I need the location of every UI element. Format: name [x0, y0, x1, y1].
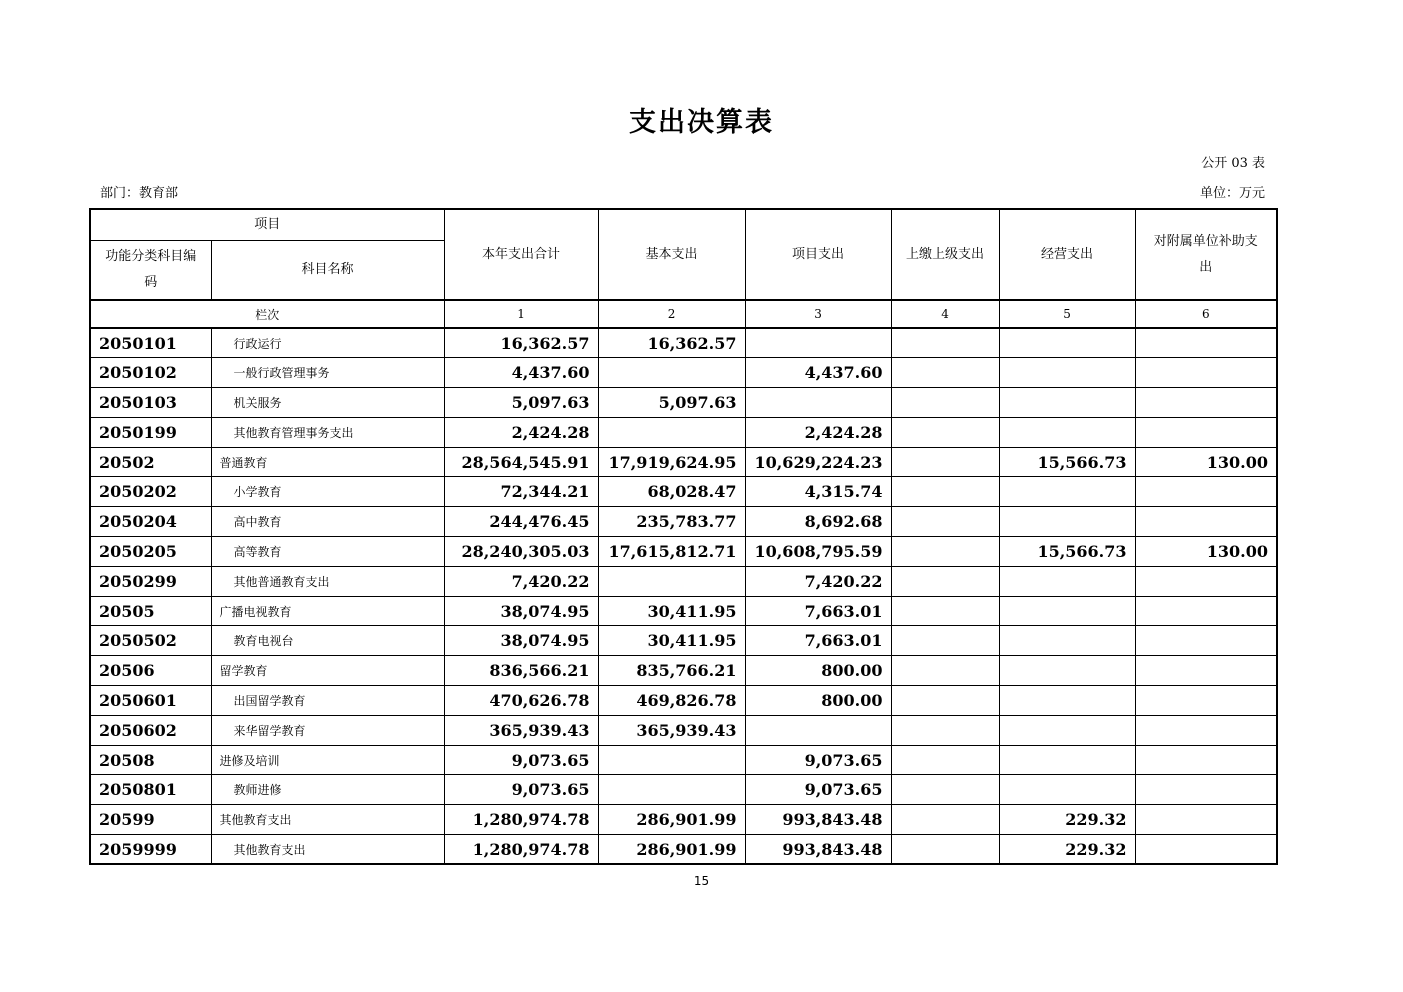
row-value — [891, 388, 999, 418]
column-index: 6 — [1135, 300, 1277, 328]
row-value: 28,564,545.91 — [444, 447, 598, 477]
row-value — [745, 388, 891, 418]
column-index: 2 — [598, 300, 745, 328]
row-value — [891, 328, 999, 358]
row-subject-name: 行政运行 — [211, 328, 444, 358]
row-code: 2050602 — [90, 715, 211, 745]
row-value — [999, 715, 1135, 745]
row-value: 9,073.65 — [745, 745, 891, 775]
row-value: 72,344.21 — [444, 477, 598, 507]
table-row — [90, 388, 1277, 418]
row-value — [891, 507, 999, 537]
row-value: 286,901.99 — [598, 835, 745, 865]
table-row — [90, 715, 1277, 745]
row-code: 2050205 — [90, 537, 211, 567]
row-value — [1135, 388, 1277, 418]
table-row — [90, 417, 1277, 447]
row-value: 10,608,795.59 — [745, 537, 891, 567]
row-value — [891, 447, 999, 477]
row-code: 2050103 — [90, 388, 211, 418]
row-value: 7,420.22 — [745, 566, 891, 596]
row-value — [999, 656, 1135, 686]
row-value — [999, 566, 1135, 596]
row-value — [891, 566, 999, 596]
row-subject-name: 小学教育 — [211, 477, 444, 507]
row-value — [891, 626, 999, 656]
row-value — [891, 835, 999, 865]
row-value — [999, 596, 1135, 626]
row-subject-name: 其他普通教育支出 — [211, 566, 444, 596]
row-value — [999, 626, 1135, 656]
row-value — [1135, 656, 1277, 686]
row-value: 470,626.78 — [444, 686, 598, 716]
row-value: 9,073.65 — [444, 745, 598, 775]
row-value: 5,097.63 — [598, 388, 745, 418]
table-row — [90, 507, 1277, 537]
row-value — [1135, 566, 1277, 596]
row-value — [999, 358, 1135, 388]
table-row — [90, 596, 1277, 626]
row-value — [999, 477, 1135, 507]
row-value — [745, 328, 891, 358]
row-subject-name: 出国留学教育 — [211, 686, 444, 716]
row-value — [999, 388, 1135, 418]
row-value: 229.32 — [999, 805, 1135, 835]
row-value — [745, 715, 891, 745]
row-value: 7,663.01 — [745, 596, 891, 626]
row-value — [891, 686, 999, 716]
row-value: 16,362.57 — [444, 328, 598, 358]
department-label: 部门：教育部 — [100, 186, 179, 201]
row-value: 365,939.43 — [598, 715, 745, 745]
column-index: 1 — [444, 300, 598, 328]
row-value — [1135, 596, 1277, 626]
row-value: 235,783.77 — [598, 507, 745, 537]
row-subject-name: 其他教育管理事务支出 — [211, 417, 444, 447]
row-value — [891, 537, 999, 567]
header-subsidiary: 对附属单位补助支出 — [1135, 209, 1277, 300]
row-value: 16,362.57 — [598, 328, 745, 358]
header-upper: 上缴上级支出 — [891, 209, 999, 300]
row-value: 4,437.60 — [444, 358, 598, 388]
table-row — [90, 626, 1277, 656]
row-value: 286,901.99 — [598, 805, 745, 835]
row-value — [1135, 477, 1277, 507]
row-value — [891, 805, 999, 835]
row-value: 7,420.22 — [444, 566, 598, 596]
row-value: 229.32 — [999, 835, 1135, 865]
row-code: 2050102 — [90, 358, 211, 388]
row-value: 365,939.43 — [444, 715, 598, 745]
page-number: 15 — [693, 874, 710, 888]
row-value — [1135, 745, 1277, 775]
row-value: 5,097.63 — [444, 388, 598, 418]
row-subject-name: 一般行政管理事务 — [211, 358, 444, 388]
header-business: 经营支出 — [999, 209, 1135, 300]
column-index: 4 — [891, 300, 999, 328]
row-value: 38,074.95 — [444, 626, 598, 656]
row-code: 2050204 — [90, 507, 211, 537]
row-value — [1135, 507, 1277, 537]
page-title: 支出决算表 — [629, 107, 774, 138]
row-value — [1135, 835, 1277, 865]
table-row — [90, 328, 1277, 358]
column-index: 5 — [999, 300, 1135, 328]
row-code: 2059999 — [90, 835, 211, 865]
row-value: 30,411.95 — [598, 626, 745, 656]
row-value — [1135, 358, 1277, 388]
row-code: 2050502 — [90, 626, 211, 656]
header-project: 项目 — [90, 209, 444, 240]
row-value — [1135, 686, 1277, 716]
row-subject-name: 普通教育 — [211, 447, 444, 477]
row-code: 2050101 — [90, 328, 211, 358]
row-value — [1135, 715, 1277, 745]
row-value: 993,843.48 — [745, 805, 891, 835]
row-value: 4,315.74 — [745, 477, 891, 507]
row-subject-name: 留学教育 — [211, 656, 444, 686]
row-code: 2050199 — [90, 417, 211, 447]
row-value: 2,424.28 — [745, 417, 891, 447]
row-value: 9,073.65 — [745, 775, 891, 805]
row-subject-name: 其他教育支出 — [211, 805, 444, 835]
row-subject-name: 其他教育支出 — [211, 835, 444, 865]
row-value: 1,280,974.78 — [444, 805, 598, 835]
row-value — [891, 745, 999, 775]
row-subject-name: 机关服务 — [211, 388, 444, 418]
row-value: 1,280,974.78 — [444, 835, 598, 865]
table-row — [90, 686, 1277, 716]
column-index-label: 栏次 — [90, 300, 444, 328]
row-subject-name: 高等教育 — [211, 537, 444, 567]
form-number: 公开 03 表 — [1201, 156, 1265, 171]
row-value: 10,629,224.23 — [745, 447, 891, 477]
expenditure-table — [89, 208, 1278, 865]
table-row — [90, 477, 1277, 507]
row-value: 30,411.95 — [598, 596, 745, 626]
row-value: 17,615,812.71 — [598, 537, 745, 567]
row-value — [598, 745, 745, 775]
column-index: 3 — [745, 300, 891, 328]
row-value — [598, 417, 745, 447]
row-value — [999, 328, 1135, 358]
header-basic: 基本支出 — [598, 209, 745, 300]
row-value — [598, 566, 745, 596]
row-value: 130.00 — [1135, 447, 1277, 477]
table-row — [90, 745, 1277, 775]
row-value — [1135, 805, 1277, 835]
row-value: 15,566.73 — [999, 537, 1135, 567]
row-value — [891, 596, 999, 626]
row-value: 130.00 — [1135, 537, 1277, 567]
row-code: 2050299 — [90, 566, 211, 596]
row-value — [999, 507, 1135, 537]
row-value — [891, 656, 999, 686]
table-row — [90, 537, 1277, 567]
row-value: 9,073.65 — [444, 775, 598, 805]
row-value: 800.00 — [745, 686, 891, 716]
header-function-code: 功能分类科目编码 — [90, 240, 211, 300]
row-value: 469,826.78 — [598, 686, 745, 716]
row-value — [891, 775, 999, 805]
row-value: 7,663.01 — [745, 626, 891, 656]
row-value: 2,424.28 — [444, 417, 598, 447]
row-subject-name: 教育电视台 — [211, 626, 444, 656]
row-value — [891, 417, 999, 447]
row-code: 20508 — [90, 745, 211, 775]
row-value — [999, 775, 1135, 805]
row-value — [891, 358, 999, 388]
row-value — [1135, 626, 1277, 656]
row-value: 8,692.68 — [745, 507, 891, 537]
table-row — [90, 656, 1277, 686]
table-row — [90, 358, 1277, 388]
row-value — [999, 417, 1135, 447]
row-value: 993,843.48 — [745, 835, 891, 865]
row-value — [999, 686, 1135, 716]
header-project-expenditure: 项目支出 — [745, 209, 891, 300]
table-row — [90, 805, 1277, 835]
row-value: 68,028.47 — [598, 477, 745, 507]
row-subject-name: 进修及培训 — [211, 745, 444, 775]
header-total: 本年支出合计 — [444, 209, 598, 300]
row-code: 20506 — [90, 656, 211, 686]
row-value — [891, 477, 999, 507]
row-value: 835,766.21 — [598, 656, 745, 686]
row-value: 17,919,624.95 — [598, 447, 745, 477]
row-subject-name: 来华留学教育 — [211, 715, 444, 745]
row-value — [1135, 328, 1277, 358]
unit-label: 单位：万元 — [1199, 186, 1265, 201]
row-code: 20599 — [90, 805, 211, 835]
table-row — [90, 775, 1277, 805]
row-code: 20502 — [90, 447, 211, 477]
row-code: 2050601 — [90, 686, 211, 716]
row-value: 800.00 — [745, 656, 891, 686]
row-value — [598, 358, 745, 388]
row-value: 4,437.60 — [745, 358, 891, 388]
row-code: 2050202 — [90, 477, 211, 507]
table-row — [90, 447, 1277, 477]
row-value: 28,240,305.03 — [444, 537, 598, 567]
row-value — [1135, 417, 1277, 447]
row-code: 20505 — [90, 596, 211, 626]
row-value — [1135, 775, 1277, 805]
row-value — [598, 775, 745, 805]
row-value: 38,074.95 — [444, 596, 598, 626]
row-code: 2050801 — [90, 775, 211, 805]
row-subject-name: 高中教育 — [211, 507, 444, 537]
table-row — [90, 835, 1277, 865]
header-subject-name: 科目名称 — [211, 240, 444, 300]
row-value — [891, 715, 999, 745]
row-subject-name: 教师进修 — [211, 775, 444, 805]
row-value: 244,476.45 — [444, 507, 598, 537]
row-value: 15,566.73 — [999, 447, 1135, 477]
row-value — [999, 745, 1135, 775]
row-value: 836,566.21 — [444, 656, 598, 686]
table-row — [90, 566, 1277, 596]
row-subject-name: 广播电视教育 — [211, 596, 444, 626]
